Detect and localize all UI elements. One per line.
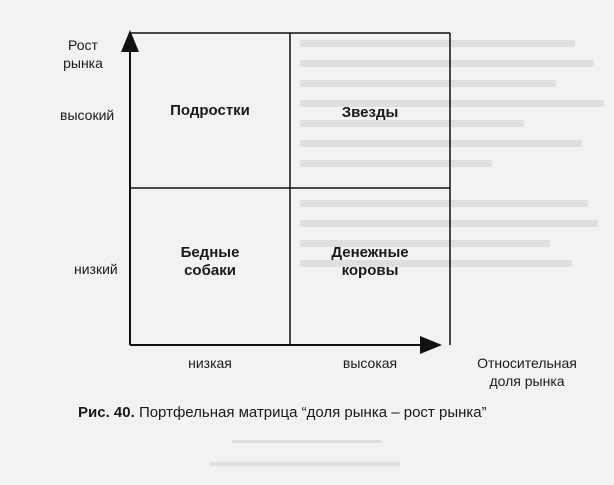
y-axis-title — [58, 36, 108, 72]
ghost-line — [232, 440, 382, 443]
caption-label: Рис. 40. — [78, 404, 135, 421]
y-level-low: низкий — [74, 261, 118, 277]
quadrant-stars: Звезды — [341, 104, 399, 121]
ghost-line — [210, 462, 400, 466]
quadrant-dogs-line2: собаки — [184, 262, 236, 279]
x-axis-title-line1: Относительная — [477, 355, 577, 371]
x-axis-title — [462, 354, 592, 390]
caption-text: Портфельная матрица “доля рынка – рост рынка” — [138, 404, 487, 421]
x-level-high: высокая — [342, 355, 398, 371]
quadrant-question-marks: Подростки — [170, 102, 250, 119]
y-axis-title-line1: Рост — [68, 37, 98, 53]
quadrant-dogs-line1: Бедные — [180, 244, 240, 261]
y-level-high: высокий — [60, 107, 115, 123]
quadrant-dogs — [130, 244, 290, 280]
x-axis-arrowhead — [420, 336, 442, 354]
quadrant-cash-cows — [290, 244, 450, 280]
x-axis-title-line2: доля рынка — [489, 373, 565, 389]
figure-caption — [78, 404, 487, 421]
y-axis-title-line2: рынка — [63, 55, 103, 71]
x-level-low: низкая — [188, 355, 232, 371]
quadrant-cash-cows-line1: Денежные — [331, 244, 409, 261]
quadrant-cash-cows-line2: коровы — [341, 262, 399, 279]
